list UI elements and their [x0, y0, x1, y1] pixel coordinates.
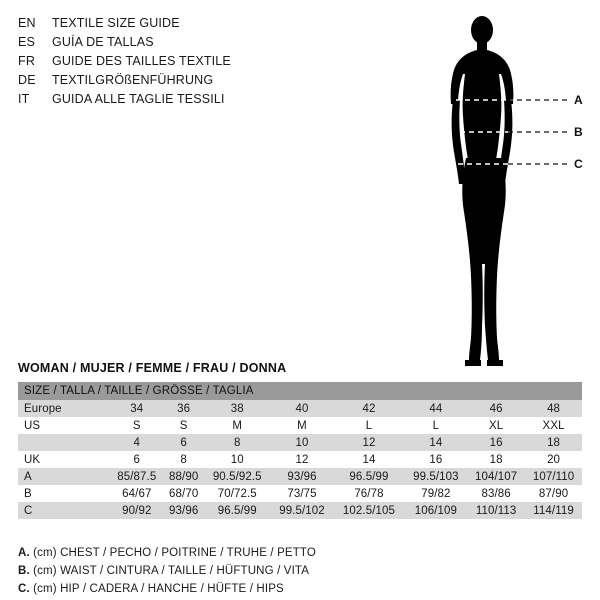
cell: 90.5/92.5 [204, 468, 271, 485]
cell: S [164, 417, 204, 434]
cell: S [110, 417, 164, 434]
cell: 90/92 [110, 502, 164, 519]
cell: 96.5/99 [333, 468, 404, 485]
cell: 99.5/103 [405, 468, 468, 485]
table-header-row [18, 382, 582, 400]
cell: 6 [164, 434, 204, 451]
legend-row-en [18, 14, 418, 33]
legend-text: TEXTILGRÖßENFÜHRUNG [52, 73, 214, 87]
cell: 83/86 [467, 485, 525, 502]
note-b [18, 562, 582, 580]
table-row [18, 400, 582, 417]
cell: L [333, 417, 404, 434]
cell: 12 [333, 434, 404, 451]
cell: 8 [164, 451, 204, 468]
note-c-text: (cm) HIP / CADERA / HANCHE / HÜFTE / HIPS [33, 583, 284, 595]
table-row [18, 434, 582, 451]
legend-code: FR [18, 54, 36, 68]
legend-code: ES [18, 35, 36, 49]
cell: L [405, 417, 468, 434]
cell: 64/67 [110, 485, 164, 502]
legend-text: GUIDA ALLE TAGLIE TESSILI [52, 92, 225, 106]
cell: 104/107 [467, 468, 525, 485]
note-b-key: B. [18, 565, 30, 577]
legend-code: DE [18, 73, 36, 87]
note-c-key: C. [18, 583, 30, 595]
cell: 48 [525, 400, 582, 417]
cell: 114/119 [525, 502, 582, 519]
section-title: WOMAN / MUJER / FEMME / FRAU / DONNA [18, 361, 287, 375]
cell: 42 [333, 400, 404, 417]
row-label: US [18, 417, 110, 434]
cell: 85/87.5 [110, 468, 164, 485]
silhouette-icon [420, 8, 592, 368]
legend-row-fr [18, 52, 418, 71]
legend-code: IT [18, 92, 30, 106]
marker-label-c: C [574, 157, 584, 171]
legend-text: GUIDE DES TAILLES TEXTILE [52, 54, 231, 68]
cell: 6 [110, 451, 164, 468]
marker-label-a: A [574, 93, 584, 107]
cell: 88/90 [164, 468, 204, 485]
cell: 107/110 [525, 468, 582, 485]
legend-row-it [18, 90, 418, 109]
legend-text: TEXTILE SIZE GUIDE [52, 16, 180, 30]
cell: 4 [110, 434, 164, 451]
cell: 16 [467, 434, 525, 451]
size-table [18, 382, 582, 519]
table-row [18, 468, 582, 485]
cell: 102.5/105 [333, 502, 404, 519]
cell: 18 [525, 434, 582, 451]
marker-label-b: B [574, 125, 584, 139]
cell: 68/70 [164, 485, 204, 502]
cell: 14 [405, 434, 468, 451]
cell: 14 [333, 451, 404, 468]
note-a-text: (cm) CHEST / PECHO / POITRINE / TRUHE / PETTO [33, 547, 316, 559]
cell: 10 [204, 451, 271, 468]
cell: 79/82 [405, 485, 468, 502]
cell: 36 [164, 400, 204, 417]
note-a-key: A. [18, 547, 30, 559]
row-label: B [18, 485, 110, 502]
table-row [18, 502, 582, 519]
legend-code: EN [18, 16, 36, 30]
female-silhouette-figure [420, 8, 592, 368]
cell: 87/90 [525, 485, 582, 502]
table-row [18, 451, 582, 468]
cell: 8 [204, 434, 271, 451]
cell: M [204, 417, 271, 434]
legend-row-de [18, 71, 418, 90]
row-label: UK [18, 451, 110, 468]
note-c [18, 580, 582, 598]
cell: 44 [405, 400, 468, 417]
cell: 10 [271, 434, 334, 451]
cell: 38 [204, 400, 271, 417]
table-header-label: SIZE / TALLA / TAILLE / GRÖSSE / TAGLIA [18, 382, 582, 400]
cell: 46 [467, 400, 525, 417]
cell: XXL [525, 417, 582, 434]
cell: 93/96 [164, 502, 204, 519]
measurement-notes [18, 544, 582, 598]
row-label: Europe [18, 400, 110, 417]
cell: 18 [467, 451, 525, 468]
row-label [18, 434, 110, 451]
cell: 106/109 [405, 502, 468, 519]
cell: 12 [271, 451, 334, 468]
note-a [18, 544, 582, 562]
cell: 16 [405, 451, 468, 468]
cell: 110/113 [467, 502, 525, 519]
cell: 20 [525, 451, 582, 468]
cell: 93/96 [271, 468, 334, 485]
row-label: A [18, 468, 110, 485]
table-row [18, 417, 582, 434]
cell: 73/75 [271, 485, 334, 502]
cell: 70/72.5 [204, 485, 271, 502]
row-label: C [18, 502, 110, 519]
language-legend [18, 14, 418, 109]
cell: 76/78 [333, 485, 404, 502]
legend-text: GUÍA DE TALLAS [52, 35, 154, 49]
table-row [18, 485, 582, 502]
cell: 99.5/102 [271, 502, 334, 519]
cell: 96.5/99 [204, 502, 271, 519]
note-b-text: (cm) WAIST / CINTURA / TAILLE / HÜFTUNG / VITA [33, 565, 310, 577]
cell: 40 [271, 400, 334, 417]
cell: XL [467, 417, 525, 434]
legend-row-es [18, 33, 418, 52]
cell: M [271, 417, 334, 434]
cell: 34 [110, 400, 164, 417]
